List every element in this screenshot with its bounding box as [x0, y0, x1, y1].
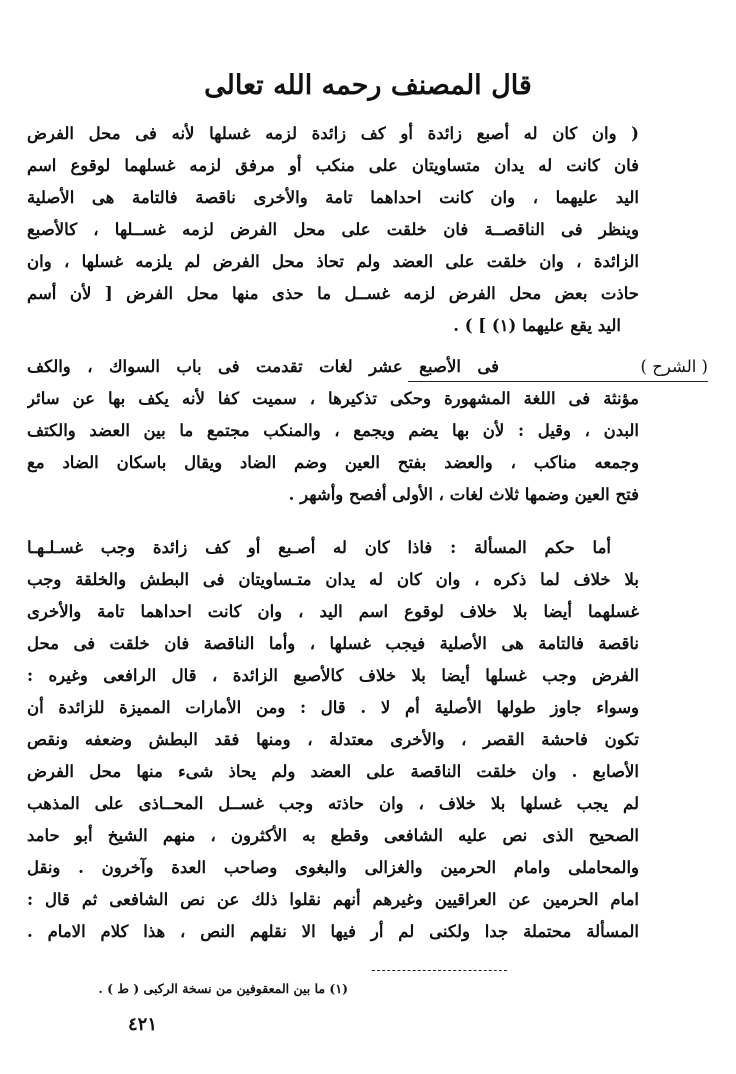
body-line: بلا خلاف لما ذكره ، وان كان له يدان متـساويتان فى البطش والخلقة وجب	[27, 570, 639, 589]
body-line: الفرض وجب غسلها أيضا بلا خلاف كالأصبع الزائدة ، قال الرافعى وغيره :	[27, 666, 639, 685]
sharh-line: البدن ، وقيل : لأن بها يضم ويجمع ، والمنكب مجتمع ما بين العضد والكتف	[27, 421, 639, 440]
body-line: لم يجب غسلها بلا خلاف ، وان حاذته وجب غســل المحــاذى على المذهب	[27, 794, 639, 813]
page-number: ٤٢١	[128, 1014, 158, 1035]
body-line: وسواء جاوز طولها الأصلية أم لا . قال : ومن الأمارات المميزة للزائدة أن	[27, 698, 639, 717]
footnote: (١) ما بين المعقوفين من نسخة الركبى ( ط ) .	[98, 981, 348, 996]
matn-line: اليد عليهما ، وان كانت احداهما تامة والأخرى ناقصة فالتامة هى الأصلية	[27, 188, 639, 207]
body-line: تكون فاحشة القصر ، والأخرى معتدلة ، ومنها فقد البطش وضعفه ونقص	[27, 730, 639, 749]
footnote-separator	[372, 970, 507, 971]
sharh-line: فى الأصبع عشر لغات تقدمت فى باب السواك ، والكف	[27, 357, 499, 376]
body-line: المسألة محتملة جدا ولكنى لم أر فيها الا نقلهم النص ، هذا كلام الامام .	[27, 922, 639, 941]
matn-line: وينظر فى الناقصــة فان خلقت على محل الفرض لزمه غســلها ، كالأصبع	[27, 220, 639, 239]
body-line: الأصابع . وان خلقت الناقصة على العضد ولم يحاذ شىء منها محل الفرض	[27, 762, 639, 781]
matn-line: الزائدة ، وان خلقت على العضد ولم تحاذ محل الفرض لم يلزمه غسلها ، وان	[27, 252, 639, 271]
sharh-line: مؤنثة فى اللغة المشهورة وحكى تذكيرها ، سميت كفا لأنه يكف بها عن سائر	[27, 389, 639, 408]
body-line: غسلهما أيضا بلا خلاف لوقوع اسم اليد ، وان كانت احداهما تامة والأخرى	[27, 602, 639, 621]
sharh-line: وجمعه مناكب ، والعضد بفتح العين وضم الضاد ويقال باسكان الضاد مع	[27, 453, 639, 472]
body-line: والمحاملى وامام الحرمين والغزالى والبغوى وصاحب العدة وآخرون . ونقل	[27, 858, 639, 877]
sharh-line: فتح العين وضمها ثلاث لغات ، الأولى أفصح وأشهر .	[288, 485, 639, 504]
matn-line: ( وان كان له أصبع زائدة أو كف زائدة لزمه غسلها لأنه فى محل الفرض	[27, 124, 639, 143]
body-line: الصحيح الذى نص عليه الشافعى وقطع به الأكثرون ، منهم الشيخ أبو حامد	[27, 826, 639, 845]
section-title: قال المصنف رحمه الله تعالى	[204, 70, 532, 101]
matn-line: حاذت بعض محل الفرض لزمه غســل ما حذى منها محل الفرض [ لأن أسم	[27, 284, 639, 303]
matn-text	[27, 118, 639, 342]
body-line: ناقصة فالتامة هى الأصلية فيجب غسلها ، وأما الناقصة فان خلقت فى محل	[27, 634, 639, 653]
sharh-text	[27, 351, 639, 511]
body-text	[27, 532, 639, 948]
matn-line: فان كانت له يدان متساويتان على منكب أو مرفق لزمه غسلهما لوقوع اسم	[27, 156, 639, 175]
sharh-label: ( الشرح )	[640, 357, 708, 376]
body-line: امام الحرمين عن العراقيين وغيرهم أنهم نقلوا ذلك عن نص الشافعى ثم قال :	[27, 890, 639, 909]
body-line: أما حكم المسألة : فاذا كان له أصـبع أو كف زائدة وجب غسـلـهـا	[27, 538, 611, 557]
matn-line: اليد يقع عليهما (١) ] ) .	[453, 316, 621, 335]
